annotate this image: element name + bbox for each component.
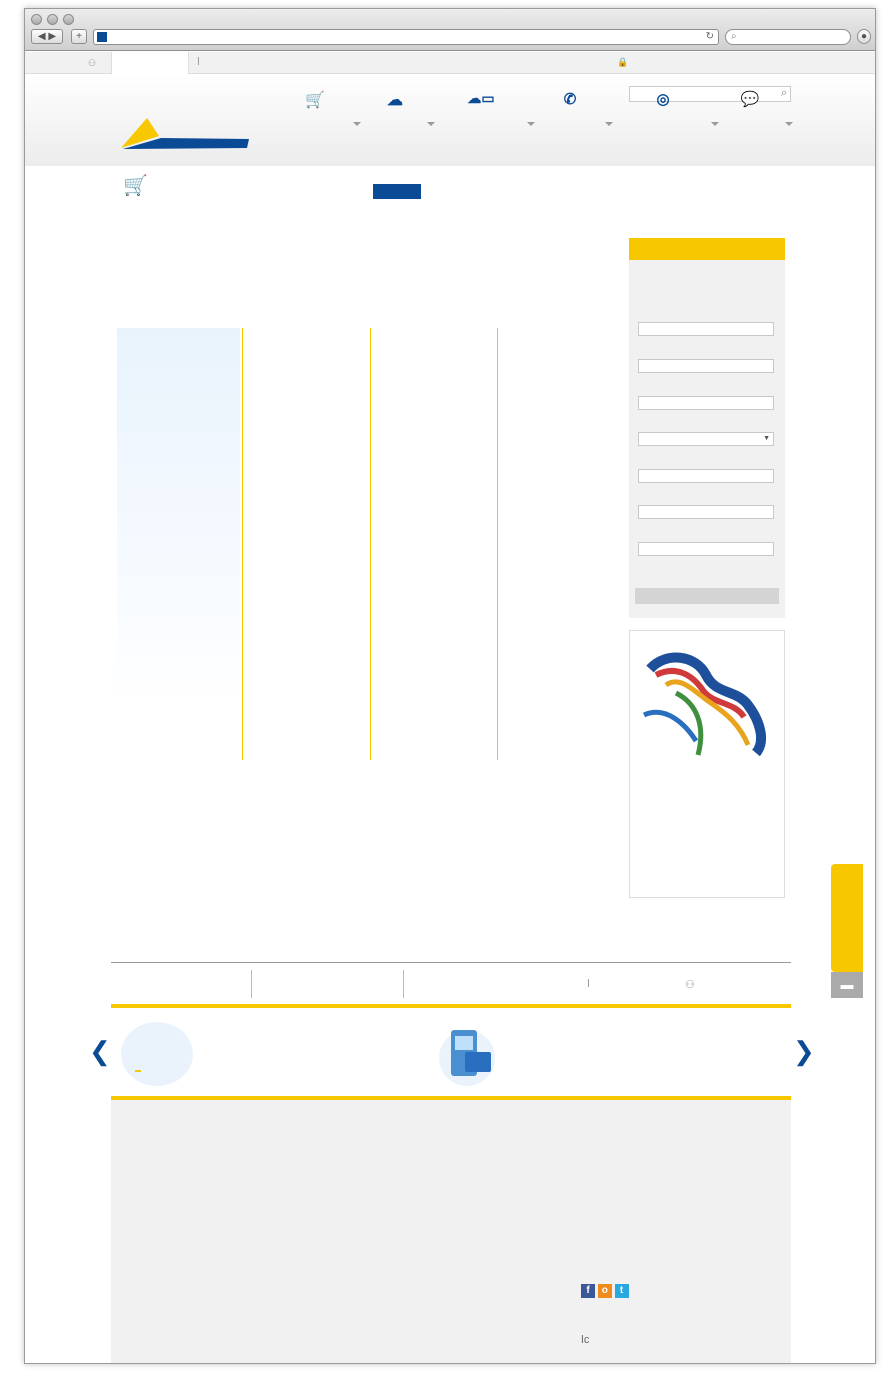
logo-graphic-icon — [121, 118, 251, 152]
selected-plan-highlight — [117, 328, 240, 708]
cart-icon: 🛒 — [123, 175, 148, 197]
contact-divider — [403, 970, 404, 998]
footer — [111, 1100, 791, 1364]
question-side-tab[interactable] — [831, 864, 863, 972]
zoom-window-button[interactable] — [63, 14, 74, 25]
tab-tariffs[interactable] — [373, 184, 421, 199]
tab-clients[interactable] — [88, 52, 189, 74]
new-tab-button[interactable]: + — [71, 29, 87, 44]
carousel-next-button[interactable]: ❯ — [793, 1036, 815, 1066]
reload-icon[interactable]: ↻ — [705, 31, 714, 42]
nav-telephony-arrow-icon[interactable] — [605, 122, 613, 126]
house-field[interactable] — [638, 359, 774, 373]
column-divider — [497, 328, 498, 760]
nav-internet-arrow-icon[interactable] — [427, 122, 435, 126]
nav-coverage-arrow-icon[interactable] — [711, 122, 719, 126]
chevron-down-icon: ▼ — [763, 435, 770, 442]
chat-icon: 💬 — [740, 91, 760, 108]
developer-credit[interactable] — [581, 1334, 589, 1346]
browser-titlebar — [25, 9, 875, 51]
breadcrumb — [123, 209, 143, 219]
facebook-icon[interactable]: f — [581, 1284, 595, 1298]
tariff-select[interactable] — [638, 432, 774, 446]
notes-section — [123, 794, 617, 803]
search-icon: ⌕ — [731, 31, 737, 42]
browser-window — [24, 8, 876, 1364]
developer-logo-icon: ǀc — [581, 1334, 590, 1346]
nav-packages-arrow-icon[interactable] — [353, 122, 361, 126]
browser-search-input[interactable] — [725, 29, 851, 45]
submit-request-button[interactable] — [635, 588, 779, 604]
cloud-icon: ☁ — [387, 92, 403, 109]
search-icon[interactable]: ⌕ — [780, 87, 787, 99]
globe-icon: ◎ — [656, 91, 670, 108]
phone-field[interactable] — [638, 505, 774, 519]
apt-field[interactable] — [638, 396, 774, 410]
nav-internet-tv-arrow-icon[interactable] — [527, 122, 535, 126]
minimize-window-button[interactable] — [47, 14, 58, 25]
phone-icon: ✆ — [563, 91, 577, 108]
downloads-button[interactable]: ● — [857, 29, 871, 44]
thermometer-icon: ǀ — [197, 56, 200, 68]
odnoklassniki-icon[interactable]: o — [598, 1284, 612, 1298]
carousel-prev-button[interactable]: ❮ — [89, 1036, 111, 1066]
yellow-divider — [111, 1004, 791, 1008]
tangled-wires-image — [636, 645, 780, 763]
email-field[interactable] — [638, 542, 774, 556]
cart-icon: 🛒 — [305, 92, 325, 109]
back-forward-button[interactable]: ◀ ▶ — [31, 29, 63, 44]
address-bar[interactable] — [93, 29, 719, 45]
cloud-tv-icon: ☁▭ — [467, 90, 495, 106]
handshake-icon: ⚇ — [685, 979, 695, 991]
payment-terminal-icon — [437, 1022, 497, 1086]
column-divider — [242, 328, 243, 760]
promo-image-button — [135, 1070, 141, 1072]
street-field[interactable] — [638, 322, 774, 336]
request-form — [629, 238, 785, 618]
tariff-promo-image — [121, 1022, 193, 1086]
intro-text — [123, 240, 613, 250]
wifi-ad-banner[interactable] — [629, 630, 785, 898]
column-divider — [370, 328, 371, 760]
contact-divider — [251, 970, 252, 998]
close-window-button[interactable] — [31, 14, 42, 25]
fio-field[interactable] — [638, 469, 774, 483]
megaline-logo[interactable] — [121, 118, 251, 152]
twitter-icon[interactable]: t — [615, 1284, 629, 1298]
chat-bubble-icon[interactable]: ▬ — [831, 972, 863, 998]
lock-icon: 🔒 — [617, 57, 629, 67]
website — [25, 52, 875, 1364]
nav-clients-arrow-icon[interactable] — [785, 122, 793, 126]
people-icon: ⚇ — [88, 58, 97, 68]
site-favicon-icon — [97, 32, 107, 42]
social-links — [581, 1284, 629, 1298]
thermometer-icon: ǀ — [587, 978, 590, 990]
contacts-top-line — [111, 962, 791, 963]
form-title — [629, 238, 785, 260]
